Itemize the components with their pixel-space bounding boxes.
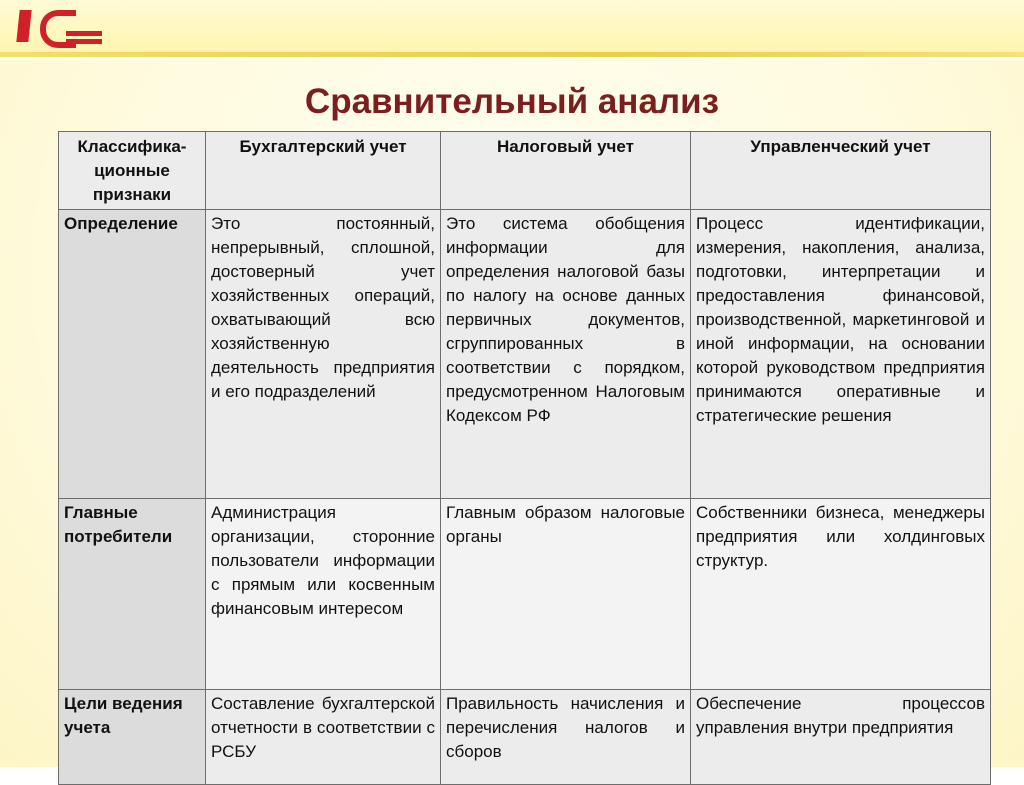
table-cell: Главным образом налоговые органы	[441, 499, 691, 690]
1c-logo	[10, 6, 94, 46]
comparison-table	[58, 131, 991, 785]
table-cell: Правильность начисления и перечисления налогов и сборов	[441, 690, 691, 785]
column-header: Классифика-ционные признаки	[59, 132, 206, 210]
header-band	[0, 0, 1024, 52]
table-cell: Это система обобщения информации для определения налоговой базы по налогу на основе данных первичных документов, сгруппированных в соответствии с порядком, предусмотренном Налоговым Кодексом РФ	[441, 210, 691, 499]
row-header: Главные потребители	[59, 499, 206, 690]
logo-digit	[16, 10, 31, 42]
row-header: Цели ведения учета	[59, 690, 206, 785]
table-cell: Процесс идентификации, измерения, накопления, анализа, подготовки, интерпретации и предоставления финансовой, производственной, маркетинговой и иной информации, на основании которой руководством предприятия принимаются оперативные и стратегические решения	[691, 210, 991, 499]
column-header: Налоговый учет	[441, 132, 691, 210]
table-row	[59, 210, 991, 499]
column-header: Бухгалтерский учет	[206, 132, 441, 210]
logo-bar	[66, 31, 102, 36]
slide-title: Сравнительный анализ	[304, 82, 720, 121]
table-row	[59, 690, 991, 785]
table-cell: Это постоянный, непрерывный, сплошной, достоверный учет хозяйственных операций, охватывающий всю хозяйственную деятельность предприятия и его подразделений	[206, 210, 441, 499]
table-cell: Администрация организации, сторонние пользователи информации с прямым или косвенным финансовым интересом	[206, 499, 441, 690]
column-header: Управленческий учет	[691, 132, 991, 210]
header-stripe	[0, 52, 1024, 57]
table-cell: Собственники бизнеса, менеджеры предприятия или холдинговых структур.	[691, 499, 991, 690]
table-row	[59, 499, 991, 690]
table-cell: Обеспечение процессов управления внутри предприятия	[691, 690, 991, 785]
table-header-row	[59, 132, 991, 210]
row-header: Определение	[59, 210, 206, 499]
table-cell: Составление бухгалтерской отчетности в соответствии с РСБУ	[206, 690, 441, 785]
logo-bar	[66, 39, 102, 44]
